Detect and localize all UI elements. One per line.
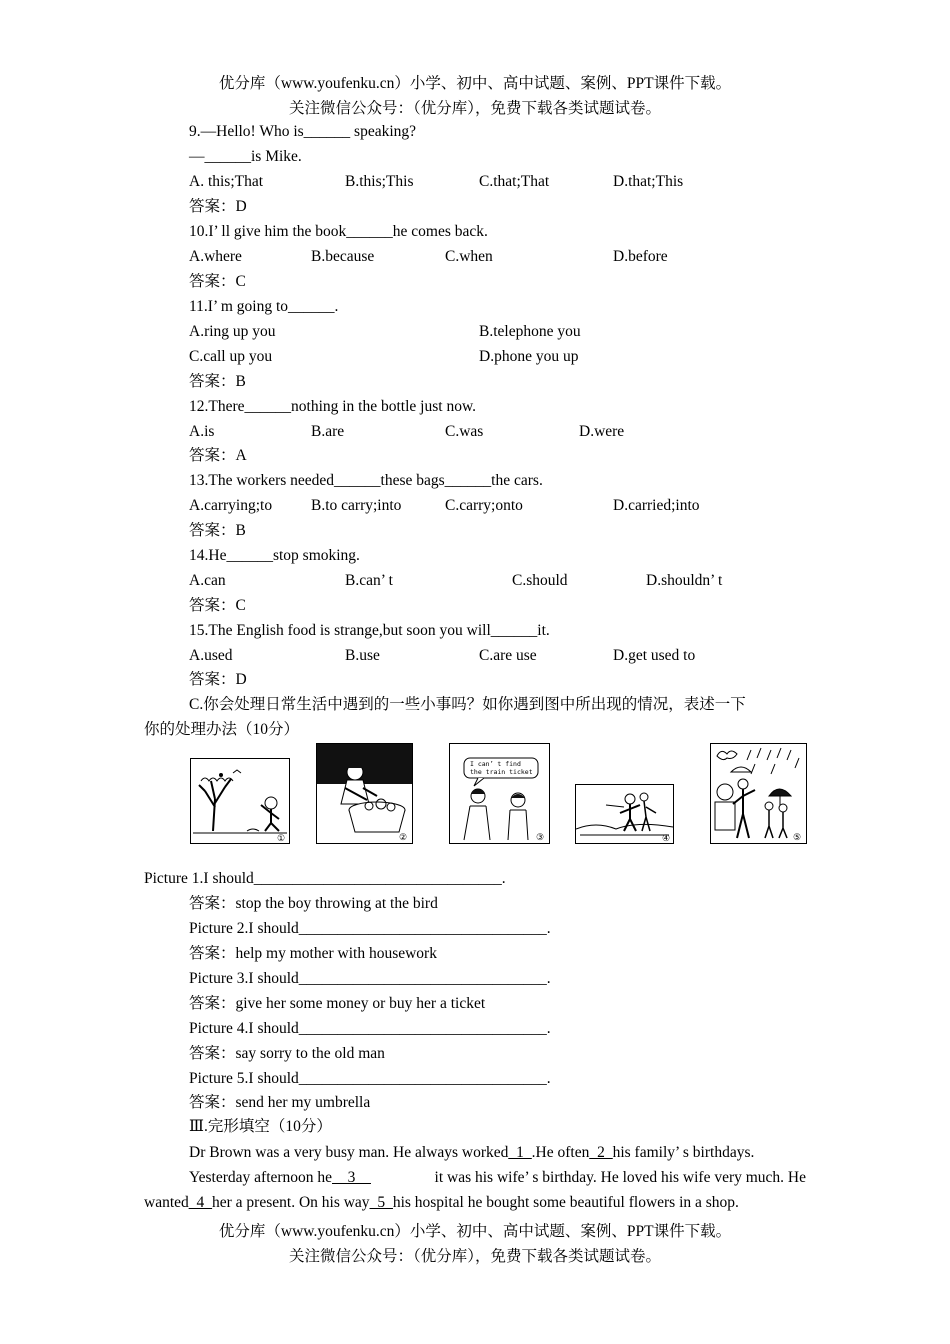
- option-d: D.that;This: [613, 173, 684, 190]
- section-c-intro-2: 你的处理办法（10分）: [144, 721, 300, 738]
- question-10-answer: 答案：C: [189, 273, 246, 290]
- section-c-intro: C.你会处理日常生活中遇到的一些小事吗？如你遇到图中所出现的情况，表述一下: [189, 696, 746, 713]
- picture-1-label: ①: [277, 833, 286, 843]
- question-9-stem: 9.—Hello! Who is______ speaking?: [189, 123, 417, 140]
- picture-5-label: ⑤: [793, 832, 802, 842]
- picture-3: [449, 743, 550, 844]
- option-c: C.was: [445, 423, 484, 440]
- picture-2-prompt: Picture 2.I should________________________________.: [189, 920, 551, 937]
- picture-4-prompt: Picture 4.I should________________________________.: [189, 1020, 551, 1037]
- footer-wechat-line: 关注微信公众号：（优分库），免费下载各类试题试卷。: [288, 1248, 661, 1265]
- cloze-line-3: [144, 1193, 739, 1213]
- picture-2-answer: 答案：help my mother with housework: [189, 945, 437, 962]
- cloze-text: Dr Brown was a very busy man. He always worked: [189, 1144, 509, 1161]
- cloze-text-part: Yesterday afternoon he: [189, 1169, 333, 1186]
- picture-2-label: ②: [399, 832, 408, 842]
- option-c: C.call up you: [189, 348, 273, 365]
- option-c: C.should: [512, 572, 568, 589]
- header-site-line: 优分库（www.youfenku.cn）小学、初中、高中试题、案例、PPT课件下载。: [218, 75, 732, 92]
- question-11-answer: 答案：B: [189, 373, 246, 390]
- picture-4: [575, 784, 674, 844]
- cloze-text: wanted: [144, 1194, 189, 1211]
- option-a: A.ring up you: [189, 323, 276, 340]
- option-c: C.are use: [479, 647, 537, 664]
- option-d: D.before: [613, 248, 668, 265]
- option-c: C.carry;onto: [445, 497, 523, 514]
- header-wechat-line: 关注微信公众号：（优分库），免费下载各类试题试卷。: [288, 100, 661, 117]
- picture-3-answer: 答案：give her some money or buy her a ticket: [189, 995, 486, 1012]
- bubble-text-line-1: I can’ t find: [470, 760, 521, 768]
- boy-throwing-at-bird-illustration: [191, 759, 289, 843]
- section-3-title: Ⅲ.完形填空（10分）: [189, 1118, 332, 1135]
- picture-5-answer: 答案：send her my umbrella: [189, 1094, 371, 1111]
- question-15-answer: 答案：D: [189, 671, 247, 688]
- cloze-blank-3: __3__: [332, 1169, 371, 1186]
- question-13-answer: 答案：B: [189, 522, 246, 539]
- picture-1-answer: 答案：stop the boy throwing at the bird: [189, 895, 438, 912]
- question-11-stem: 11.I’ m going to______.: [189, 298, 339, 315]
- question-9-stem-2: —______is Mike.: [189, 148, 302, 165]
- picture-4-label: ④: [662, 833, 671, 843]
- question-12-answer: 答案：A: [189, 447, 247, 464]
- option-b: B.can’ t: [345, 572, 393, 589]
- picture-1-prompt: Picture 1.I should________________________________.: [144, 870, 506, 887]
- question-12-stem: 12.There______nothing in the bottle just now.: [189, 398, 476, 415]
- lost-ticket-illustration: [450, 744, 549, 843]
- picture-1: [190, 758, 290, 844]
- option-a: A. this;That: [189, 173, 264, 190]
- option-a: A.is: [189, 423, 215, 440]
- picture-5: [710, 743, 807, 844]
- option-d: D.phone you up: [479, 348, 579, 365]
- question-13-stem: 13.The workers needed______these bags______the cars.: [189, 472, 543, 489]
- picture-3-label: ③: [536, 832, 545, 842]
- question-9-answer: 答案：D: [189, 198, 247, 215]
- cloze-blank-1: _1_: [508, 1144, 532, 1161]
- bumping-old-man-illustration: [576, 785, 673, 843]
- cloze-text: his hospital he bought some beautiful flowers in a shop.: [392, 1194, 739, 1211]
- cloze-text: [189, 1168, 371, 1188]
- mother-washing-clothes-illustration: [317, 744, 412, 843]
- option-b: B.to carry;into: [311, 497, 402, 514]
- question-15-stem: 15.The English food is strange,but soon you will______it.: [189, 622, 550, 639]
- option-d: D.get used to: [613, 647, 696, 664]
- question-14-answer: 答案：C: [189, 597, 246, 614]
- option-d: D.shouldn’ t: [646, 572, 723, 589]
- cloze-text: his family’ s birthdays.: [612, 1144, 755, 1161]
- question-14-stem: 14.He______stop smoking.: [189, 547, 360, 564]
- bubble-text-line-2: the train ticket: [470, 768, 533, 776]
- option-d: D.were: [579, 423, 625, 440]
- cloze-blank-2: _2_: [589, 1144, 613, 1161]
- option-b: B.are: [311, 423, 345, 440]
- option-b: B.this;This: [345, 173, 414, 190]
- option-a: A.where: [189, 248, 242, 265]
- option-b: B.use: [345, 647, 380, 664]
- picture-3-prompt: Picture 3.I should________________________________.: [189, 970, 551, 987]
- cloze-line-1: [189, 1143, 754, 1163]
- footer-site-line: 优分库（www.youfenku.cn）小学、初中、高中试题、案例、PPT课件下载。: [218, 1223, 732, 1240]
- cloze-line-2: [189, 1168, 806, 1188]
- option-c: C.that;That: [479, 173, 550, 190]
- question-10-stem: 10.I’ ll give him the book______he comes back.: [189, 223, 488, 240]
- option-c: C.when: [445, 248, 493, 265]
- option-b: B.telephone you: [479, 323, 581, 340]
- cloze-text: her a present. On his way: [212, 1194, 370, 1211]
- option-b: B.because: [311, 248, 375, 265]
- cloze-blank-4: _4_: [188, 1194, 213, 1211]
- option-a: A.carrying;to: [189, 497, 273, 514]
- option-a: A.used: [189, 647, 233, 664]
- cloze-text: it was his wife’ s birthday. He loved his wife very much. He: [434, 1169, 806, 1186]
- picture-5-prompt: Picture 5.I should________________________________.: [189, 1070, 551, 1087]
- cloze-blank-5: _5_: [369, 1194, 393, 1211]
- option-d: D.carried;into: [613, 497, 700, 514]
- picture-4-answer: 答案：say sorry to the old man: [189, 1045, 385, 1062]
- option-a: A.can: [189, 572, 226, 589]
- rainy-day-umbrella-illustration: [711, 744, 806, 843]
- cloze-text: .He often: [531, 1144, 590, 1161]
- picture-2: [316, 743, 413, 844]
